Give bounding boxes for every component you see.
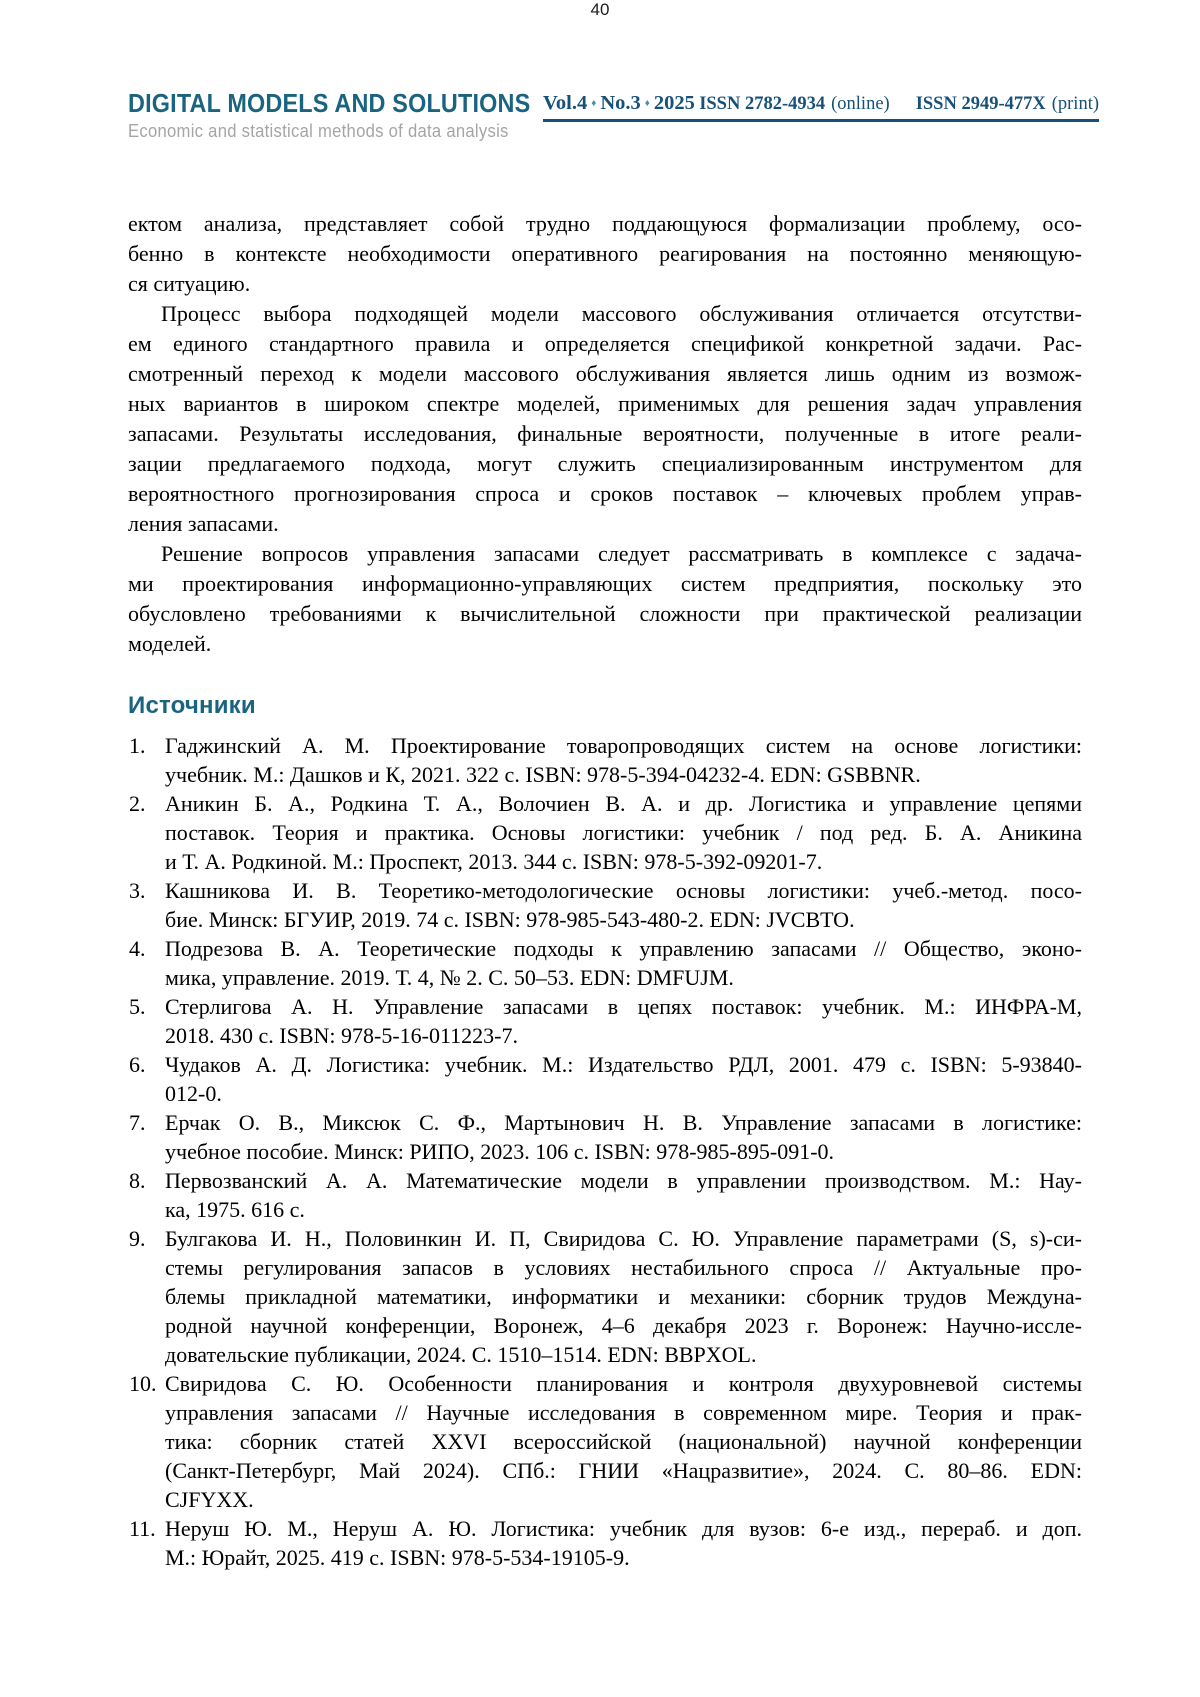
text-line: довательские публикации, 2024. С. 1510–1514. EDN: BBPXOL. <box>165 1342 757 1367</box>
text-line: запасами. Результаты исследования, финальные вероятности, полученные в итоге реали- <box>128 421 1082 446</box>
text-line: Подрезова В. А. Теоретические подходы к управлению запасами // Общество, эконо- <box>165 936 1082 961</box>
reference-number: 3. <box>129 878 146 903</box>
reference-number: 6. <box>129 1052 146 1077</box>
text-line: моделей. <box>128 631 212 656</box>
reference-number: 10. <box>129 1371 157 1396</box>
sources-list <box>128 731 1082 1572</box>
text-line: ми проектирования информационно-управляющих систем предприятия, поскольку это <box>128 571 1082 596</box>
text-line: Булгакова И. Н., Половинкин И. П, Свиридова С. Ю. Управление параметрами (S, s)-си- <box>165 1226 1082 1251</box>
text-line: управления запасами // Научные исследования в современном мире. Теория и прак- <box>165 1400 1082 1425</box>
text-line: зации предлагаемого подхода, могут служить специализированным инструментом для <box>128 451 1082 476</box>
text-line: Кашникова И. В. Теоретико-методологические основы логистики: учеб.-метод. посо- <box>165 878 1082 903</box>
text-line: смотренный переход к модели массового обслуживания является лишь одним из возмож- <box>128 361 1082 386</box>
sources-section <box>128 692 1082 1572</box>
year-segment: 2025 <box>653 92 695 114</box>
text-line: Чудаков А. Д. Логистика: учебник. М.: Издательство РДЛ, 2001. 479 с. ISBN: 5-93840- <box>165 1052 1082 1077</box>
reference-number: 5. <box>129 994 146 1019</box>
page-number: 40 <box>590 0 610 19</box>
reference-item <box>128 1108 1082 1166</box>
text-line: М.: Юрайт, 2025. 419 с. ISBN: 978-5-534-19105-9. <box>165 1545 630 1570</box>
reference-number: 7. <box>129 1110 146 1135</box>
text-line: тика: сборник статей XXVI всероссийской (национальной) научной конференции <box>165 1429 1082 1454</box>
paragraph <box>128 539 1082 659</box>
reference-item <box>128 789 1082 876</box>
text-line: Первозванский А. А. Математические модели в управлении производством. М.: Нау- <box>165 1168 1082 1193</box>
text-line: (Санкт-Петербург, Май 2024). СПб.: ГНИИ «Нацразвитие», 2024. С. 80–86. EDN: <box>165 1458 1082 1483</box>
reference-number: 1. <box>129 733 146 758</box>
issn-group <box>699 94 1099 115</box>
text-line: вероятностного прогнозирования спроса и сроков поставок – ключевых проблем управ- <box>128 481 1082 506</box>
reference-item <box>128 992 1082 1050</box>
text-line: Процесс выбора подходящей модели массового обслуживания отличается отсутстви- <box>161 301 1082 326</box>
text-line: ся ситуацию. <box>128 271 251 296</box>
reference-item <box>128 1166 1082 1224</box>
reference-item <box>128 1224 1082 1369</box>
text-line: Стерлигова А. Н. Управление запасами в цепях поставок: учебник. М.: ИНФРА-М, <box>165 994 1082 1019</box>
reference-item <box>128 876 1082 934</box>
issn-online-label: (online) <box>831 94 890 114</box>
issn-online <box>699 94 890 115</box>
issn-print-label: (print) <box>1051 94 1099 114</box>
text-line: ления запасами. <box>128 511 279 536</box>
text-line: Гаджинский А. М. Проектирование товаропроводящих систем на основе логистики: <box>165 733 1082 758</box>
section-subtitle: Economic and statistical methods of data analysis <box>128 120 509 141</box>
text-line: Ерчак О. В., Миксюк С. Ф., Мартынович Н. В. Управление запасами в логистике: <box>165 1110 1082 1135</box>
text-line: Аникин Б. А., Родкина Т. А., Волочиен В. А. и др. Логистика и управление цепями <box>165 791 1082 816</box>
reference-number: 11. <box>129 1516 156 1541</box>
text-line: ектом анализа, представляет собой трудно поддающуюся формализации проблему, осо- <box>128 211 1082 236</box>
text-line: Неруш Ю. М., Неруш А. Ю. Логистика: учебник для вузов: 6-е изд., перераб. и доп. <box>165 1516 1082 1541</box>
text-line: блемы прикладной математики, информатики и механики: сборник трудов Междуна- <box>165 1284 1082 1309</box>
volume-issn-bar <box>543 92 1099 122</box>
reference-number: 2. <box>129 791 146 816</box>
issn-print <box>916 94 1099 115</box>
text-line: Свиридова С. Ю. Особенности планирования и контроля двухуровневой системы <box>165 1371 1082 1396</box>
text-line: бенно в контексте необходимости оперативного реагирования на постоянно меняющую- <box>128 241 1082 266</box>
text-line: мика, управление. 2019. Т. 4, № 2. С. 50–53. EDN: DMFUJM. <box>165 965 734 990</box>
text-line: 2018. 430 с. ISBN: 978-5-16-011223-7. <box>165 1023 518 1048</box>
body-paragraphs <box>128 209 1082 659</box>
text-line: бие. Минск: БГУИР, 2019. 74 с. ISBN: 978-985-543-480-2. EDN: JVCBTO. <box>165 907 855 932</box>
text-line: учебник. М.: Дашков и К, 2021. 322 с. ISBN: 978-5-394-04232-4. EDN: GSBBNR. <box>165 762 921 787</box>
text-line: CJFYXX. <box>165 1487 254 1512</box>
text-line: ем единого стандартного правила и определяется спецификой конкретной задачи. Рас- <box>128 331 1082 356</box>
reference-item <box>128 934 1082 992</box>
journal-title: DIGITAL MODELS AND SOLUTIONS <box>128 88 531 118</box>
reference-item <box>128 1514 1082 1572</box>
diamond-separator-icon: ♦ <box>591 98 597 109</box>
text-line: ка, 1975. 616 с. <box>165 1197 305 1222</box>
volume-info <box>543 92 695 115</box>
text-line: поставок. Теория и практика. Основы логистики: учебник / под ред. Б. А. Аникина <box>165 820 1082 845</box>
issn-online-code: ISSN 2782-4934 <box>699 94 826 114</box>
reference-item <box>128 1050 1082 1108</box>
reference-item <box>128 731 1082 789</box>
diamond-separator-icon: ♦ <box>644 98 650 109</box>
reference-number: 9. <box>129 1226 146 1251</box>
text-line: стемы регулирования запасов в условиях нестабильного спроса // Актуальные про- <box>165 1255 1082 1280</box>
paragraph <box>128 299 1082 539</box>
text-line: учебное пособие. Минск: РИПО, 2023. 106 с. ISBN: 978-985-895-091-0. <box>165 1139 835 1164</box>
volume-segment: Vol.4 <box>543 92 588 114</box>
reference-number: 4. <box>129 936 146 961</box>
sources-heading: Источники <box>128 692 256 719</box>
reference-number: 8. <box>129 1168 146 1193</box>
issue-segment: No.3 <box>600 92 641 114</box>
issn-print-code: ISSN 2949-477X <box>915 94 1046 114</box>
reference-item <box>128 1369 1082 1514</box>
text-line: родной научной конференции, Воронеж, 4–6 декабря 2023 г. Воронеж: Научно-иссле- <box>165 1313 1082 1338</box>
paragraph <box>128 209 1082 299</box>
text-line: и Т. А. Родкиной. М.: Проспект, 2013. 344 с. ISBN: 978-5-392-09201-7. <box>165 849 823 874</box>
text-line: Решение вопросов управления запасами следует рассматривать в комплексе с задача- <box>161 541 1082 566</box>
text-line: 012-0. <box>165 1081 222 1106</box>
text-line: ных вариантов в широком спектре моделей, применимых для решения задач управления <box>128 391 1082 416</box>
text-line: обусловлено требованиями к вычислительной сложности при практической реализации <box>128 601 1082 626</box>
